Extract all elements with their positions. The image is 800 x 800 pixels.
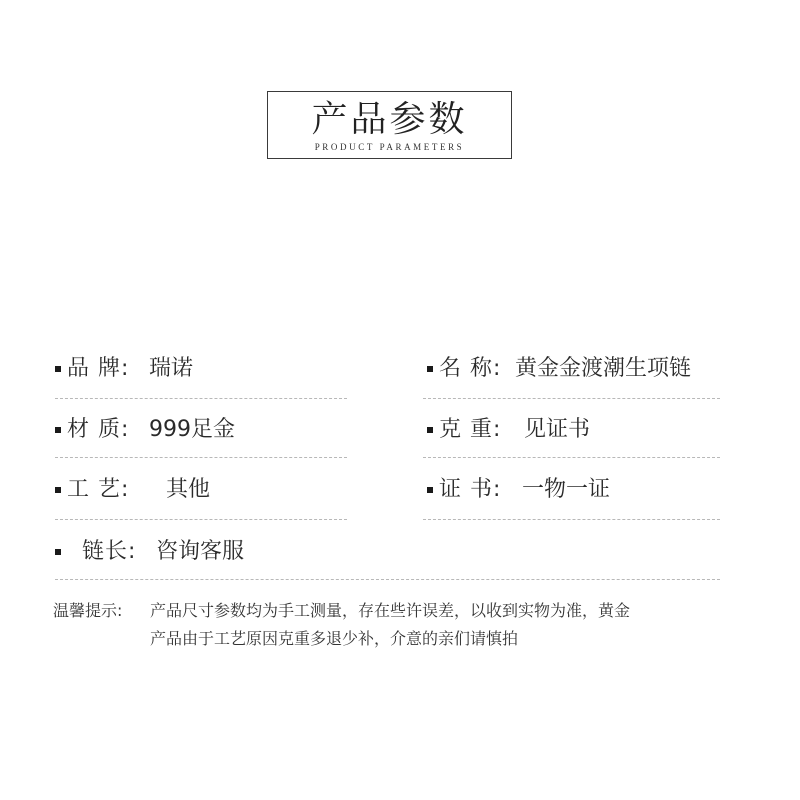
bullet-icon bbox=[55, 487, 61, 493]
param-weight bbox=[427, 415, 727, 455]
row-divider bbox=[55, 519, 347, 520]
param-chain-length bbox=[55, 537, 355, 577]
param-label: 克 重: bbox=[439, 417, 502, 442]
param-value: 咨询客服 bbox=[156, 539, 245, 564]
tip-label: 温馨提示: bbox=[53, 601, 123, 620]
param-value: 见证书 bbox=[524, 417, 591, 442]
param-label: 证 书: bbox=[439, 477, 502, 502]
param-certificate bbox=[427, 475, 727, 515]
param-brand bbox=[55, 354, 355, 394]
section-title-box bbox=[267, 91, 512, 159]
param-material bbox=[55, 415, 355, 455]
param-value: 其他 bbox=[166, 477, 211, 502]
section-subtitle: PRODUCT PARAMETERS bbox=[314, 142, 465, 152]
row-divider bbox=[423, 398, 720, 399]
param-label: 链长: bbox=[82, 539, 137, 564]
param-label: 材 质: bbox=[67, 417, 130, 442]
bullet-icon bbox=[427, 366, 433, 372]
param-label: 工 艺: bbox=[67, 477, 130, 502]
param-value: 一物一证 bbox=[522, 477, 611, 502]
row-divider bbox=[55, 579, 720, 580]
param-name bbox=[427, 354, 757, 394]
param-label: 名 称: bbox=[439, 356, 502, 381]
param-value: 黄金金渡潮生项链 bbox=[515, 356, 692, 381]
bullet-icon bbox=[55, 366, 61, 372]
bullet-icon bbox=[427, 427, 433, 433]
row-divider bbox=[55, 457, 347, 458]
bullet-icon bbox=[427, 487, 433, 493]
bullet-icon bbox=[55, 549, 61, 555]
param-value: 999足金 bbox=[149, 417, 235, 442]
tip-text-line: 产品尺寸参数均为手工测量，存在些许误差，以收到实物为准，黄金 bbox=[150, 601, 631, 620]
param-value: 瑞诺 bbox=[149, 356, 194, 381]
row-divider bbox=[55, 398, 347, 399]
row-divider bbox=[423, 519, 720, 520]
param-label: 品 牌: bbox=[67, 356, 130, 381]
section-title: 产品参数 bbox=[311, 99, 468, 140]
row-divider bbox=[423, 457, 720, 458]
bullet-icon bbox=[55, 427, 61, 433]
param-craft bbox=[55, 475, 355, 515]
tip-text-line: 产品由于工艺原因克重多退少补，介意的亲们请慎拍 bbox=[150, 629, 519, 648]
